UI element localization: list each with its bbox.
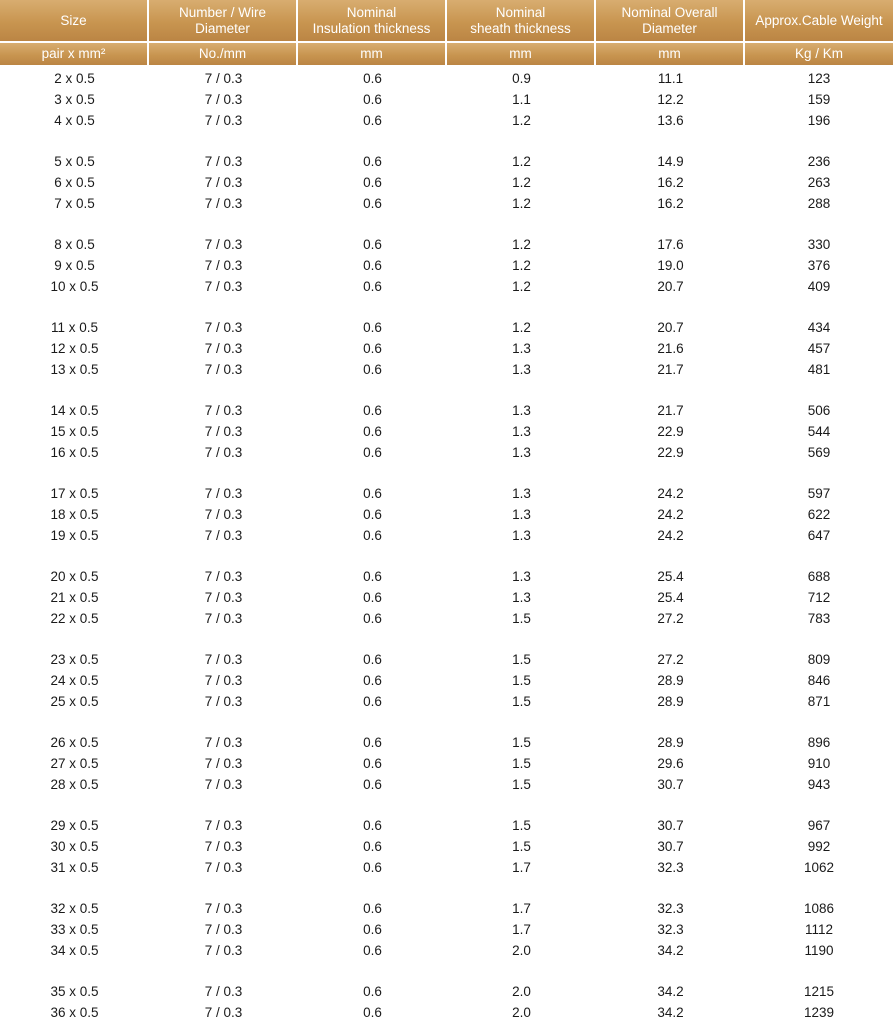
cell-insulation: 0.6	[363, 237, 382, 252]
cell-insulation: 0.6	[363, 984, 382, 999]
cell-insulation: 0.6	[363, 943, 382, 958]
cell-sheath: 1.5	[512, 777, 531, 792]
cell-wire-diameter: 7 / 0.3	[204, 154, 243, 169]
cell-wire-diameter: 7 / 0.3	[204, 196, 243, 211]
cell-insulation: 0.6	[363, 196, 382, 211]
cell-overall-diameter: 12.2	[657, 92, 684, 107]
row-group	[0, 483, 893, 546]
cell-overall-diameter: 16.2	[657, 196, 684, 211]
cell-sheath: 1.7	[512, 922, 531, 937]
cell-wire-diameter: 7 / 0.3	[204, 258, 243, 273]
cell-size: 22 x 0.5	[50, 611, 99, 626]
cell-insulation: 0.6	[363, 362, 382, 377]
cell-size: 23 x 0.5	[50, 652, 99, 667]
cell-overall-diameter: 22.9	[657, 424, 684, 439]
table-row	[0, 234, 893, 255]
cell-sheath: 1.5	[512, 673, 531, 688]
cell-size: 6 x 0.5	[54, 175, 95, 190]
header-row	[0, 0, 893, 41]
table-row	[0, 421, 893, 442]
cell-insulation: 0.6	[363, 839, 382, 854]
cell-sheath: 2.0	[512, 984, 531, 999]
cell-weight: 376	[807, 258, 831, 273]
cell-weight: 1112	[804, 922, 834, 937]
cell-sheath: 1.3	[512, 445, 531, 460]
cell-insulation: 0.6	[363, 590, 382, 605]
cell-weight: 569	[807, 445, 831, 460]
cell-size: 3 x 0.5	[54, 92, 95, 107]
cell-size: 21 x 0.5	[50, 590, 99, 605]
cell-overall-diameter: 30.7	[657, 777, 684, 792]
cell-size: 18 x 0.5	[50, 507, 99, 522]
cell-sheath: 1.1	[512, 92, 531, 107]
cell-wire-diameter: 7 / 0.3	[204, 943, 243, 958]
cell-weight: 597	[807, 486, 831, 501]
cell-wire-diameter: 7 / 0.3	[204, 424, 243, 439]
cell-overall-diameter: 16.2	[657, 175, 684, 190]
table-row	[0, 940, 893, 961]
cell-size: 33 x 0.5	[50, 922, 99, 937]
cell-size: 19 x 0.5	[50, 528, 99, 543]
cell-wire-diameter: 7 / 0.3	[204, 320, 243, 335]
cell-sheath: 1.2	[512, 196, 531, 211]
table-row	[0, 919, 893, 940]
header-overall-diameter: Nominal Overall Diameter	[596, 0, 745, 41]
cell-sheath: 1.3	[512, 341, 531, 356]
cell-weight: 123	[807, 71, 831, 86]
header-wire-diameter: Number / Wire Diameter	[149, 0, 298, 41]
cell-weight: 622	[807, 507, 831, 522]
cell-weight: 481	[807, 362, 831, 377]
cell-size: 14 x 0.5	[50, 403, 99, 418]
cell-size: 27 x 0.5	[50, 756, 99, 771]
table-body	[0, 65, 893, 1023]
cell-wire-diameter: 7 / 0.3	[204, 528, 243, 543]
cell-sheath: 1.2	[512, 154, 531, 169]
table-row	[0, 89, 893, 110]
cell-wire-diameter: 7 / 0.3	[204, 611, 243, 626]
cell-sheath: 2.0	[512, 1005, 531, 1020]
cell-overall-diameter: 19.0	[657, 258, 684, 273]
cell-insulation: 0.6	[363, 113, 382, 128]
cell-size: 10 x 0.5	[50, 279, 99, 294]
row-group	[0, 566, 893, 629]
cell-size: 29 x 0.5	[50, 818, 99, 833]
cell-weight: 159	[807, 92, 831, 107]
table-row	[0, 815, 893, 836]
cell-sheath: 1.3	[512, 362, 531, 377]
cell-wire-diameter: 7 / 0.3	[204, 756, 243, 771]
cell-wire-diameter: 7 / 0.3	[204, 175, 243, 190]
cell-wire-diameter: 7 / 0.3	[204, 237, 243, 252]
cell-weight: 330	[807, 237, 831, 252]
cell-sheath: 1.5	[512, 652, 531, 667]
row-group	[0, 815, 893, 878]
cell-overall-diameter: 24.2	[657, 486, 684, 501]
cell-sheath: 1.3	[512, 403, 531, 418]
cell-wire-diameter: 7 / 0.3	[204, 901, 243, 916]
header-cable-weight: Approx.Cable Weight	[745, 0, 893, 41]
cell-weight: 712	[807, 590, 831, 605]
cell-overall-diameter: 32.3	[657, 922, 684, 937]
cell-overall-diameter: 20.7	[657, 320, 684, 335]
cell-insulation: 0.6	[363, 175, 382, 190]
cell-weight: 943	[807, 777, 831, 792]
cell-overall-diameter: 24.2	[657, 507, 684, 522]
cell-sheath: 1.3	[512, 590, 531, 605]
cell-insulation: 0.6	[363, 154, 382, 169]
cell-insulation: 0.6	[363, 901, 382, 916]
row-group	[0, 898, 893, 961]
cell-size: 30 x 0.5	[50, 839, 99, 854]
cell-insulation: 0.6	[363, 507, 382, 522]
cell-size: 5 x 0.5	[54, 154, 95, 169]
cell-weight: 506	[807, 403, 831, 418]
table-row	[0, 525, 893, 546]
row-group	[0, 732, 893, 795]
cell-size: 31 x 0.5	[50, 860, 99, 875]
cell-sheath: 1.3	[512, 486, 531, 501]
table-row	[0, 442, 893, 463]
cell-wire-diameter: 7 / 0.3	[204, 590, 243, 605]
cell-overall-diameter: 21.6	[657, 341, 684, 356]
cell-insulation: 0.6	[363, 486, 382, 501]
cell-sheath: 1.5	[512, 735, 531, 750]
cell-sheath: 1.5	[512, 818, 531, 833]
table-row	[0, 649, 893, 670]
cell-weight: 809	[807, 652, 831, 667]
cell-wire-diameter: 7 / 0.3	[204, 445, 243, 460]
cell-size: 16 x 0.5	[50, 445, 99, 460]
cell-wire-diameter: 7 / 0.3	[204, 569, 243, 584]
cell-insulation: 0.6	[363, 341, 382, 356]
cell-overall-diameter: 28.9	[657, 735, 684, 750]
table-row	[0, 898, 893, 919]
table-row	[0, 1002, 893, 1023]
table-row	[0, 276, 893, 297]
cell-size: 36 x 0.5	[50, 1005, 99, 1020]
cell-sheath: 2.0	[512, 943, 531, 958]
cell-insulation: 0.6	[363, 424, 382, 439]
cell-weight: 967	[807, 818, 831, 833]
cell-wire-diameter: 7 / 0.3	[204, 694, 243, 709]
cell-sheath: 1.3	[512, 507, 531, 522]
cell-weight: 910	[807, 756, 831, 771]
cell-sheath: 1.3	[512, 424, 531, 439]
table-row	[0, 608, 893, 629]
cell-sheath: 1.2	[512, 320, 531, 335]
table-row	[0, 566, 893, 587]
header-insulation-thickness: Nominal Insulation thickness	[298, 0, 447, 41]
cell-insulation: 0.6	[363, 569, 382, 584]
cell-overall-diameter: 34.2	[657, 1005, 684, 1020]
cell-weight: 896	[807, 735, 831, 750]
cell-size: 9 x 0.5	[54, 258, 95, 273]
cell-insulation: 0.6	[363, 403, 382, 418]
cell-overall-diameter: 30.7	[657, 818, 684, 833]
cell-size: 8 x 0.5	[54, 237, 95, 252]
table-row	[0, 483, 893, 504]
row-group	[0, 234, 893, 297]
cell-wire-diameter: 7 / 0.3	[204, 818, 243, 833]
cell-size: 13 x 0.5	[50, 362, 99, 377]
cell-insulation: 0.6	[363, 860, 382, 875]
table-row	[0, 172, 893, 193]
table-row	[0, 255, 893, 276]
cell-wire-diameter: 7 / 0.3	[204, 341, 243, 356]
cell-size: 2 x 0.5	[54, 71, 95, 86]
table-row	[0, 359, 893, 380]
cell-insulation: 0.6	[363, 445, 382, 460]
unit-overall-diameter: mm	[596, 43, 745, 65]
cell-weight: 783	[807, 611, 831, 626]
row-group	[0, 317, 893, 380]
table-row	[0, 193, 893, 214]
cell-overall-diameter: 22.9	[657, 445, 684, 460]
cell-size: 20 x 0.5	[50, 569, 99, 584]
cell-size: 26 x 0.5	[50, 735, 99, 750]
table-row	[0, 732, 893, 753]
cell-overall-diameter: 25.4	[657, 569, 684, 584]
cell-weight: 846	[807, 673, 831, 688]
cell-sheath: 1.2	[512, 279, 531, 294]
cell-wire-diameter: 7 / 0.3	[204, 403, 243, 418]
cell-sheath: 1.7	[512, 860, 531, 875]
cell-size: 7 x 0.5	[54, 196, 95, 211]
cell-size: 25 x 0.5	[50, 694, 99, 709]
cell-weight: 1215	[803, 984, 835, 999]
table-row	[0, 400, 893, 421]
row-group	[0, 400, 893, 463]
row-group	[0, 68, 893, 131]
cell-overall-diameter: 24.2	[657, 528, 684, 543]
cell-insulation: 0.6	[363, 92, 382, 107]
cell-weight: 1062	[803, 860, 835, 875]
cell-weight: 434	[807, 320, 831, 335]
cell-overall-diameter: 17.6	[657, 237, 684, 252]
cell-wire-diameter: 7 / 0.3	[204, 839, 243, 854]
cell-wire-diameter: 7 / 0.3	[204, 984, 243, 999]
header-size: Size	[0, 0, 149, 41]
cell-insulation: 0.6	[363, 611, 382, 626]
unit-cable-weight: Kg / Km	[745, 43, 893, 65]
cell-insulation: 0.6	[363, 320, 382, 335]
cell-overall-diameter: 32.3	[657, 901, 684, 916]
cell-sheath: 1.5	[512, 756, 531, 771]
cell-overall-diameter: 11.1	[657, 71, 684, 86]
table-row	[0, 691, 893, 712]
cell-sheath: 1.2	[512, 175, 531, 190]
cell-overall-diameter: 32.3	[657, 860, 684, 875]
cell-insulation: 0.6	[363, 279, 382, 294]
cell-overall-diameter: 34.2	[657, 984, 684, 999]
cell-weight: 1086	[803, 901, 835, 916]
cell-wire-diameter: 7 / 0.3	[204, 735, 243, 750]
unit-sheath-thickness: mm	[447, 43, 596, 65]
cell-insulation: 0.6	[363, 652, 382, 667]
cell-sheath: 1.3	[512, 528, 531, 543]
cell-sheath: 1.2	[512, 113, 531, 128]
cell-sheath: 1.2	[512, 258, 531, 273]
table-row	[0, 338, 893, 359]
cell-size: 34 x 0.5	[50, 943, 99, 958]
cell-insulation: 0.6	[363, 258, 382, 273]
cell-size: 28 x 0.5	[50, 777, 99, 792]
cell-insulation: 0.6	[363, 1005, 382, 1020]
cell-overall-diameter: 29.6	[657, 756, 684, 771]
table-row	[0, 317, 893, 338]
cell-insulation: 0.6	[363, 694, 382, 709]
table-row	[0, 504, 893, 525]
cell-sheath: 1.5	[512, 694, 531, 709]
cell-insulation: 0.6	[363, 71, 382, 86]
cell-size: 4 x 0.5	[54, 113, 95, 128]
table-row	[0, 836, 893, 857]
table-row	[0, 981, 893, 1002]
cell-overall-diameter: 27.2	[657, 611, 684, 626]
cell-wire-diameter: 7 / 0.3	[204, 113, 243, 128]
cell-wire-diameter: 7 / 0.3	[204, 71, 243, 86]
cell-overall-diameter: 28.9	[657, 673, 684, 688]
cell-overall-diameter: 20.7	[657, 279, 684, 294]
cell-overall-diameter: 28.9	[657, 694, 684, 709]
cell-size: 17 x 0.5	[50, 486, 99, 501]
unit-row	[0, 43, 893, 65]
row-group	[0, 151, 893, 214]
cell-overall-diameter: 21.7	[657, 403, 684, 418]
cell-weight: 409	[807, 279, 831, 294]
cell-size: 24 x 0.5	[50, 673, 99, 688]
cell-overall-diameter: 25.4	[657, 590, 684, 605]
header-sheath-thickness: Nominal sheath thickness	[447, 0, 596, 41]
cell-overall-diameter: 30.7	[657, 839, 684, 854]
cell-weight: 457	[807, 341, 831, 356]
cell-wire-diameter: 7 / 0.3	[204, 507, 243, 522]
cell-wire-diameter: 7 / 0.3	[204, 486, 243, 501]
cell-insulation: 0.6	[363, 818, 382, 833]
cell-insulation: 0.6	[363, 673, 382, 688]
cell-sheath: 1.5	[512, 611, 531, 626]
cell-size: 12 x 0.5	[50, 341, 99, 356]
unit-wire-diameter: No./mm	[149, 43, 298, 65]
cell-wire-diameter: 7 / 0.3	[204, 362, 243, 377]
cell-weight: 871	[807, 694, 831, 709]
cell-size: 35 x 0.5	[50, 984, 99, 999]
cell-size: 32 x 0.5	[50, 901, 99, 916]
cell-overall-diameter: 21.7	[657, 362, 684, 377]
cell-wire-diameter: 7 / 0.3	[204, 92, 243, 107]
cell-weight: 236	[807, 154, 831, 169]
cell-insulation: 0.6	[363, 777, 382, 792]
cell-weight: 288	[807, 196, 831, 211]
table-row	[0, 151, 893, 172]
table-row	[0, 753, 893, 774]
unit-size: pair x mm²	[0, 43, 149, 65]
row-group	[0, 981, 893, 1023]
cell-wire-diameter: 7 / 0.3	[204, 673, 243, 688]
cell-weight: 263	[807, 175, 831, 190]
cell-wire-diameter: 7 / 0.3	[204, 777, 243, 792]
cell-size: 11 x 0.5	[50, 320, 99, 335]
table-row	[0, 587, 893, 608]
cell-insulation: 0.6	[363, 735, 382, 750]
cell-wire-diameter: 7 / 0.3	[204, 279, 243, 294]
cell-sheath: 0.9	[512, 71, 531, 86]
cell-sheath: 1.3	[512, 569, 531, 584]
cell-weight: 992	[807, 839, 831, 854]
row-group	[0, 649, 893, 712]
cell-sheath: 1.2	[512, 237, 531, 252]
table-row	[0, 110, 893, 131]
cell-overall-diameter: 34.2	[657, 943, 684, 958]
cell-wire-diameter: 7 / 0.3	[204, 1005, 243, 1020]
unit-insulation-thickness: mm	[298, 43, 447, 65]
cell-insulation: 0.6	[363, 922, 382, 937]
cell-insulation: 0.6	[363, 528, 382, 543]
cell-wire-diameter: 7 / 0.3	[204, 860, 243, 875]
cell-overall-diameter: 27.2	[657, 652, 684, 667]
cell-overall-diameter: 13.6	[657, 113, 684, 128]
cell-weight: 196	[807, 113, 831, 128]
cell-sheath: 1.7	[512, 901, 531, 916]
table-row	[0, 857, 893, 878]
cell-weight: 1190	[804, 943, 834, 958]
cell-wire-diameter: 7 / 0.3	[204, 652, 243, 667]
cell-weight: 544	[807, 424, 831, 439]
cell-sheath: 1.5	[512, 839, 531, 854]
cell-weight: 688	[807, 569, 831, 584]
cell-overall-diameter: 14.9	[657, 154, 684, 169]
cell-size: 15 x 0.5	[50, 424, 99, 439]
cell-weight: 647	[807, 528, 831, 543]
table-row	[0, 670, 893, 691]
cell-wire-diameter: 7 / 0.3	[204, 922, 243, 937]
table-row	[0, 68, 893, 89]
cell-weight: 1239	[803, 1005, 835, 1020]
cell-insulation: 0.6	[363, 756, 382, 771]
table-row	[0, 774, 893, 795]
